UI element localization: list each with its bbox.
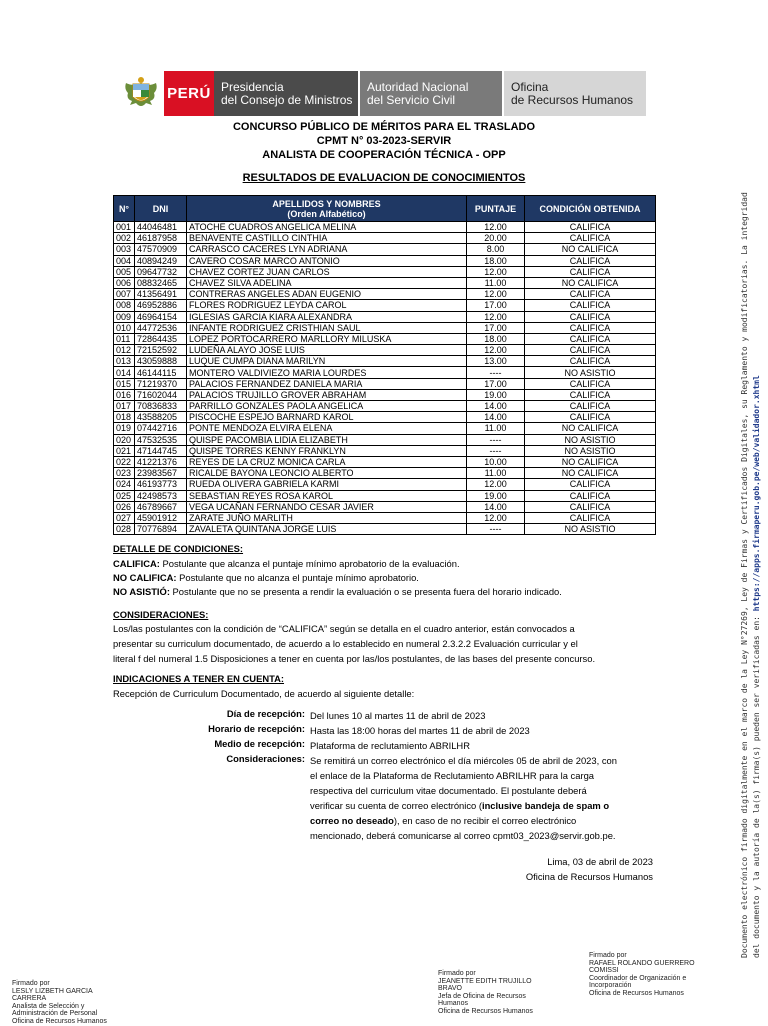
row-condition: CALIFICA — [525, 222, 656, 233]
row-score: 13.00 — [467, 356, 525, 367]
row-dni: 70776894 — [135, 524, 187, 535]
row-score: 12.00 — [467, 479, 525, 490]
row-condition: NO ASISTIO — [525, 434, 656, 445]
col-header-name: APELLIDOS Y NOMBRES (Orden Alfabético) — [187, 196, 467, 222]
row-condition: CALIFICA — [525, 501, 656, 512]
table-row — [114, 322, 656, 333]
row-no: 019 — [114, 423, 135, 434]
table-row — [114, 233, 656, 244]
considerations-line3: literal f del numeral 1.5 Disposiciones a tener en cuenta por las/los postulantes, de las bases del presente concurso. — [113, 653, 596, 664]
considerations-value: Se remitirá un correo electrónico el día miércoles 05 de abril de 2023, con el enlace de la Plataforma de Reclutamiento ABRILHR para la carga respectiva del curriculum vitae documentado. El postulante deberá verificar su cuenta de correo electrónico (inclusive bandeja de spam o correo no deseado), en caso de no recibir el correo electrónico mencionado, deberá comunicarse al correo cpmt03_2023@servir.gob.pe. — [310, 755, 617, 841]
row-score: 10.00 — [467, 456, 525, 467]
considerations-line1: Los/las postulantes con la condición de “CALIFICA” según se detalla en el cuadro anterior, están convocados a — [113, 623, 575, 634]
table-row — [114, 423, 656, 434]
table-row — [114, 333, 656, 344]
row-name: REYES DE LA CRUZ MONICA CARLA — [187, 456, 467, 467]
table-row — [114, 490, 656, 501]
row-no: 021 — [114, 445, 135, 456]
row-score: ---- — [467, 434, 525, 445]
row-condition: CALIFICA — [525, 490, 656, 501]
considerations-line2: presentar su curriculum documentado, de acuerdo a lo establecido en numeral 2.3.2.2 Evaluación curricular y el — [113, 638, 578, 649]
row-condition: NO CALIFICA — [525, 277, 656, 288]
considerations-label: Consideraciones: — [226, 753, 305, 764]
row-dni: 09647732 — [135, 266, 187, 277]
row-dni: 44772536 — [135, 322, 187, 333]
row-no: 005 — [114, 266, 135, 277]
row-no: 027 — [114, 512, 135, 523]
row-no: 009 — [114, 311, 135, 322]
row-dni: 07442716 — [135, 423, 187, 434]
doc-title-line1: CONCURSO PÚBLICO DE MÉRITOS PARA EL TRASLADO — [232, 121, 536, 133]
row-dni: 47144745 — [135, 445, 187, 456]
row-no: 018 — [114, 412, 135, 423]
row-dni: 40894249 — [135, 255, 187, 266]
doc-title-line3: ANALISTA DE COOPERACIÓN TÉCNICA - OPP — [262, 149, 506, 161]
row-no: 007 — [114, 289, 135, 300]
row-name: QUISPE PACOMBIA LIDIA ELIZABETH — [187, 434, 467, 445]
considerations-heading: CONSIDERACIONES: — [113, 609, 209, 620]
row-condition: CALIFICA — [525, 233, 656, 244]
table-row — [114, 300, 656, 311]
peru-coat-of-arms-icon — [118, 71, 164, 116]
row-name: IGLESIAS GARCIA KIARA ALEXANDRA — [187, 311, 467, 322]
row-name: CARRASCO CACERES LYN ADRIANA — [187, 244, 467, 255]
row-no: 025 — [114, 490, 135, 501]
table-row — [114, 512, 656, 523]
row-name: CHAVEZ SILVA ADELINA — [187, 277, 467, 288]
signature-block-3: Firmado por RAFAEL ROLANDO GUERRERO COMISSI Coordinador de Organización e Incorporación Oficina de Recursos Humanos — [589, 952, 695, 997]
row-condition: NO ASISTIO — [525, 367, 656, 378]
row-condition: NO CALIFICA — [525, 423, 656, 434]
row-condition: NO ASISTIO — [525, 445, 656, 456]
header-logos — [118, 71, 650, 116]
row-no: 028 — [114, 524, 135, 535]
row-dni: 08832465 — [135, 277, 187, 288]
row-score: 18.00 — [467, 333, 525, 344]
row-score: 11.00 — [467, 277, 525, 288]
row-name: LOPEZ PORTOCARRERO MARLLORY MILUSKA — [187, 333, 467, 344]
row-score: 12.00 — [467, 289, 525, 300]
row-dni: 71602044 — [135, 389, 187, 400]
day-label: Día de recepción: — [226, 708, 305, 719]
row-no: 010 — [114, 322, 135, 333]
row-score: 12.00 — [467, 512, 525, 523]
row-score: ---- — [467, 445, 525, 456]
row-condition: CALIFICA — [525, 356, 656, 367]
row-dni: 70836833 — [135, 401, 187, 412]
day-value: Del lunes 10 al martes 11 de abril de 2023 — [310, 710, 486, 721]
row-name: VEGA UCAÑAN FERNANDO CESAR JAVIER — [187, 501, 467, 512]
servir-block: Autoridad Nacional del Servicio Civil — [360, 71, 502, 116]
row-condition: CALIFICA — [525, 289, 656, 300]
row-condition: CALIFICA — [525, 300, 656, 311]
row-condition: CALIFICA — [525, 479, 656, 490]
col-header-dni: DNI — [135, 196, 187, 222]
condition-no-asistio: NO ASISTIÓ: Postulante que no se presenta a rendir la evaluación o se presenta fuera del horario indicado. — [113, 586, 562, 597]
row-name: ZAVALETA QUINTANA JORGE LUIS — [187, 524, 467, 535]
row-no: 024 — [114, 479, 135, 490]
row-score: 19.00 — [467, 490, 525, 501]
row-score: 20.00 — [467, 233, 525, 244]
row-name: PONTE MENDOZA ELVIRA ELENA — [187, 423, 467, 434]
row-dni: 46789667 — [135, 501, 187, 512]
row-condition: CALIFICA — [525, 412, 656, 423]
col-header-condition: CONDICIÓN OBTENIDA — [525, 196, 656, 222]
row-condition: CALIFICA — [525, 333, 656, 344]
condition-no-califica: NO CALIFICA: Postulante que no alcanza el puntaje mínimo aprobatorio. — [113, 572, 419, 583]
row-dni: 71219370 — [135, 378, 187, 389]
row-dni: 72864435 — [135, 333, 187, 344]
row-dni: 42498573 — [135, 490, 187, 501]
orh-block: Oficina de Recursos Humanos — [504, 71, 646, 116]
table-row — [114, 401, 656, 412]
table-row — [114, 266, 656, 277]
row-score: 11.00 — [467, 423, 525, 434]
col-header-no: N° — [114, 196, 135, 222]
table-row — [114, 378, 656, 389]
row-name: RICALDE BAYONA LEONCIO ALBERTO — [187, 468, 467, 479]
pcm-block: Presidencia del Consejo de Ministros — [214, 71, 358, 116]
row-dni: 46193773 — [135, 479, 187, 490]
conditions-heading: DETALLE DE CONDICIONES: — [113, 543, 244, 554]
condition-califica: CALIFICA: Postulante que alcanza el puntaje mínimo aprobatorio de la evaluación. — [113, 558, 460, 569]
doc-title-line2: CPMT N° 03-2023-SERVIR — [316, 135, 452, 147]
row-no: 003 — [114, 244, 135, 255]
results-table — [113, 195, 656, 535]
row-name: CONTRERAS ANGELES ADAN EUGENIO — [187, 289, 467, 300]
table-row — [114, 255, 656, 266]
row-no: 004 — [114, 255, 135, 266]
table-row — [114, 367, 656, 378]
row-score: 8.00 — [467, 244, 525, 255]
row-condition: NO CALIFICA — [525, 456, 656, 467]
peru-brand-block: PERÚ — [164, 71, 214, 116]
row-name: PARRILLO GONZALES PAOLA ANGELICA — [187, 401, 467, 412]
row-condition: CALIFICA — [525, 311, 656, 322]
row-condition: CALIFICA — [525, 378, 656, 389]
col-header-score: PUNTAJE — [467, 196, 525, 222]
row-no: 011 — [114, 333, 135, 344]
table-row — [114, 389, 656, 400]
row-name: PISCOCHE ESPEJO BARNARD KAROL — [187, 412, 467, 423]
row-condition: CALIFICA — [525, 322, 656, 333]
row-dni: 46187958 — [135, 233, 187, 244]
row-no: 008 — [114, 300, 135, 311]
row-no: 026 — [114, 501, 135, 512]
row-condition: CALIFICA — [525, 345, 656, 356]
row-dni: 23983567 — [135, 468, 187, 479]
row-dni: 45901912 — [135, 512, 187, 523]
row-name: BENAVENTE CASTILLO CINTHIA — [187, 233, 467, 244]
medium-value: Plataforma de reclutamiento ABRILHR — [310, 740, 470, 751]
row-no: 015 — [114, 378, 135, 389]
row-dni: 44046481 — [135, 222, 187, 233]
row-dni: 47532535 — [135, 434, 187, 445]
row-name: ATOCHE CUADROS ANGELICA MELINA — [187, 222, 467, 233]
row-no: 006 — [114, 277, 135, 288]
row-dni: 72152592 — [135, 345, 187, 356]
table-row — [114, 479, 656, 490]
row-condition: CALIFICA — [525, 389, 656, 400]
row-score: 12.00 — [467, 222, 525, 233]
row-condition: NO CALIFICA — [525, 244, 656, 255]
row-score: ---- — [467, 524, 525, 535]
signature-block-2: Firmado por JEANETTE EDITH TRUJILLO BRAVO Jefa de Oficina de Recursos Humanos Oficina de Recursos Humanos — [438, 970, 533, 1015]
row-name: LUDEÑA ALAYO JOSE LUIS — [187, 345, 467, 356]
row-dni: 43588205 — [135, 412, 187, 423]
row-dni: 41221376 — [135, 456, 187, 467]
row-score: 17.00 — [467, 300, 525, 311]
row-score: 12.00 — [467, 311, 525, 322]
table-row — [114, 345, 656, 356]
indications-intro: Recepción de Curriculum Documentado, de acuerdo al siguiente detalle: — [113, 688, 415, 699]
row-dni: 46952886 — [135, 300, 187, 311]
validator-link[interactable]: https://apps.firmaperu.gob.pe/web/validador.xhtml — [752, 375, 761, 612]
row-no: 012 — [114, 345, 135, 356]
row-no: 002 — [114, 233, 135, 244]
table-row — [114, 356, 656, 367]
signature-block-1: Firmado por LESLY LIZBETH GARCIA CARRERA Analista de Selección y Administración de Personal Oficina de Recursos Humanos — [12, 980, 107, 1025]
row-no: 022 — [114, 456, 135, 467]
row-name: SEBASTIAN REYES ROSA KAROL — [187, 490, 467, 501]
row-no: 014 — [114, 367, 135, 378]
row-no: 017 — [114, 401, 135, 412]
row-score: ---- — [467, 367, 525, 378]
row-name: QUISPE TORRES KENNY FRANKLYN — [187, 445, 467, 456]
row-score: 14.00 — [467, 401, 525, 412]
row-score: 18.00 — [467, 255, 525, 266]
table-row — [114, 289, 656, 300]
row-score: 19.00 — [467, 389, 525, 400]
row-dni: 47570909 — [135, 244, 187, 255]
row-dni: 46964154 — [135, 311, 187, 322]
row-name: MONTERO VALDIVIEZO MARIA LOURDES — [187, 367, 467, 378]
medium-label: Medio de recepción: — [214, 738, 305, 749]
row-no: 013 — [114, 356, 135, 367]
row-name: PALACIOS FERNANDEZ DANIELA MARIA — [187, 378, 467, 389]
row-score: 17.00 — [467, 378, 525, 389]
row-no: 001 — [114, 222, 135, 233]
row-name: CAVERO COSAR MARCO ANTONIO — [187, 255, 467, 266]
row-name: LUQUE CUMPA DIANA MARILYN — [187, 356, 467, 367]
row-score: 14.00 — [467, 501, 525, 512]
row-condition: CALIFICA — [525, 401, 656, 412]
table-row — [114, 445, 656, 456]
row-name: ZARATE JUÑO MARLITH — [187, 512, 467, 523]
row-condition: NO CALIFICA — [525, 468, 656, 479]
row-condition: CALIFICA — [525, 255, 656, 266]
table-row — [114, 222, 656, 233]
footer-office: Oficina de Recursos Humanos — [525, 871, 653, 882]
row-score: 14.00 — [467, 412, 525, 423]
table-row — [114, 244, 656, 255]
row-name: RUEDA OLIVERA GABRIELA KARMI — [187, 479, 467, 490]
doc-subtitle: RESULTADOS DE EVALUACION DE CONOCIMIENTOS — [242, 172, 526, 184]
row-score: 11.00 — [467, 468, 525, 479]
table-row — [114, 277, 656, 288]
table-row — [114, 311, 656, 322]
row-score: 12.00 — [467, 345, 525, 356]
row-dni: 41356491 — [135, 289, 187, 300]
table-row — [114, 412, 656, 423]
table-row — [114, 524, 656, 535]
row-name: FLORES RODRIGUEZ LEYDA CAROL — [187, 300, 467, 311]
row-name: PALACIOS TRUJILLO GROVER ABRAHAM — [187, 389, 467, 400]
row-no: 020 — [114, 434, 135, 445]
table-row — [114, 434, 656, 445]
row-dni: 43059888 — [135, 356, 187, 367]
digital-signature-note: Documento electrónico firmado digitalmente en el marco de la Ley N°27269, Ley de Firmas y Certificados Digitales, su Reglamento y modificatorias. La integridad del documento y la autoría de la(s) firma(s) pueden ser verificadas en: https://apps.firmaperu.gob.pe/web/validador.xhtml — [740, 192, 761, 958]
row-condition: CALIFICA — [525, 266, 656, 277]
row-score: 12.00 — [467, 266, 525, 277]
row-condition: CALIFICA — [525, 512, 656, 523]
row-score: 17.00 — [467, 322, 525, 333]
indications-heading: INDICACIONES A TENER EN CUENTA: — [113, 673, 285, 684]
table-row — [114, 456, 656, 467]
footer-date: Lima, 03 de abril de 2023 — [547, 856, 653, 867]
row-condition: NO ASISTIO — [525, 524, 656, 535]
row-no: 023 — [114, 468, 135, 479]
row-no: 016 — [114, 389, 135, 400]
row-name: INFANTE RODRIGUEZ CRISTHIAN SAUL — [187, 322, 467, 333]
table-row — [114, 501, 656, 512]
row-dni: 46144115 — [135, 367, 187, 378]
row-name: CHAVEZ CORTEZ JUAN CARLOS — [187, 266, 467, 277]
hour-value: Hasta las 18:00 horas del martes 11 de abril de 2023 — [310, 725, 530, 736]
table-row — [114, 468, 656, 479]
hour-label: Horario de recepción: — [208, 723, 305, 734]
